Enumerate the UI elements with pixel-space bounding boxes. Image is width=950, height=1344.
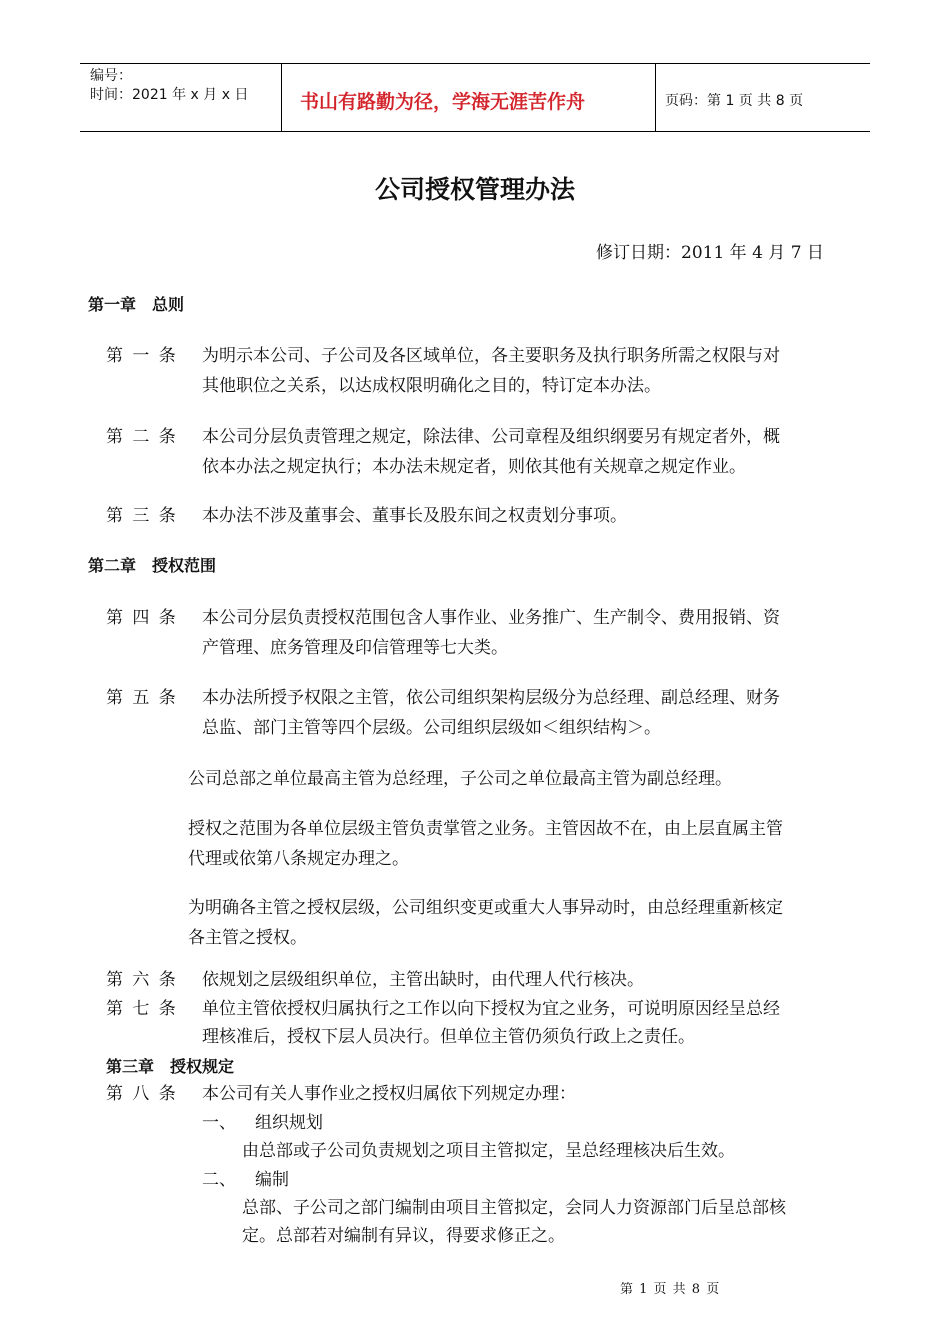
header-top-rule (80, 63, 870, 64)
page-footer: 第 1 页 共 8 页 (620, 1282, 721, 1297)
header-divider (655, 64, 656, 131)
header-bottom-rule (80, 131, 870, 132)
item-title: 组织规划 (255, 1113, 323, 1133)
header-page-info: 页码：第 1 页 共 8 页 (665, 93, 804, 109)
paragraph: 各主管之授权。 (188, 928, 307, 948)
article-label: 第 三 条 (106, 506, 178, 526)
article-text: 依本办法之规定执行；本办法未规定者，则依其他有关规章之规定作业。 (202, 457, 746, 477)
article-label: 第 八 条 (106, 1084, 178, 1104)
article-label: 第 四 条 (106, 608, 178, 628)
article-text: 本公司分层负责管理之规定，除法律、公司章程及组织纲要另有规定者外，概 (202, 427, 780, 447)
article-label: 第 五 条 (106, 688, 178, 708)
item-text: 定。总部若对编制有异议，得要求修正之。 (242, 1226, 565, 1246)
item-number: 一、 (202, 1113, 236, 1133)
article-text: 本办法所授予权限之主管，依公司组织架构层级分为总经理、副总经理、财务 (202, 688, 780, 708)
article-label: 第 六 条 (106, 970, 178, 990)
article-label: 第 一 条 (106, 346, 178, 366)
document-number-label: 编号： (90, 68, 132, 84)
document-time-label: 时间：2021 年 x 月 x 日 (90, 87, 249, 103)
paragraph: 代理或依第八条规定办理之。 (188, 849, 409, 869)
paragraph: 为明确各主管之授权层级，公司组织变更或重大人事异动时，由总经理重新核定 (188, 898, 783, 918)
chapter-heading: 第三章 授权规定 (106, 1057, 235, 1076)
article-text: 单位主管依授权归属执行之工作以向下授权为宜之业务，可说明原因经呈总经 (202, 999, 780, 1019)
article-label: 第 七 条 (106, 999, 178, 1019)
article-text: 为明示本公司、子公司及各区域单位，各主要职务及执行职务所需之权限与对 (202, 346, 780, 366)
article-text: 其他职位之关系，以达成权限明确化之目的，特订定本办法。 (202, 376, 661, 396)
chapter-heading: 第二章 授权范围 (88, 556, 217, 575)
document-title: 公司授权管理办法 (374, 175, 575, 204)
paragraph: 公司总部之单位最高主管为总经理，子公司之单位最高主管为副总经理。 (188, 769, 732, 789)
item-text: 由总部或子公司负责规划之项目主管拟定，呈总经理核决后生效。 (242, 1141, 735, 1161)
header-motto: 书山有路勤为径，学海无涯苦作舟 (300, 91, 586, 113)
article-text: 产管理、庶务管理及印信管理等七大类。 (202, 638, 508, 658)
article-text: 总监、部门主管等四个层级。公司组织层级如＜组织结构＞。 (202, 718, 661, 738)
article-text: 理核准后，授权下层人员决行。但单位主管仍须负行政上之责任。 (202, 1027, 695, 1047)
paragraph: 授权之范围为各单位层级主管负责掌管之业务。主管因故不在，由上层直属主管 (188, 819, 783, 839)
revision-date: 修订日期：2011 年 4 月 7 日 (596, 243, 824, 263)
article-text: 本办法不涉及董事会、董事长及股东间之权责划分事项。 (202, 506, 627, 526)
article-text: 本公司分层负责授权范围包含人事作业、业务推广、生产制令、费用报销、资 (202, 608, 780, 628)
article-text: 本公司有关人事作业之授权归属依下列规定办理： (202, 1084, 576, 1104)
chapter-heading: 第一章 总则 (88, 295, 185, 314)
item-number: 二、 (202, 1170, 236, 1190)
article-label: 第 二 条 (106, 427, 178, 447)
item-text: 总部、子公司之部门编制由项目主管拟定，会同人力资源部门后呈总部核 (242, 1198, 786, 1218)
header-divider (281, 64, 282, 131)
article-text: 依规划之层级组织单位，主管出缺时，由代理人代行核决。 (202, 970, 644, 990)
item-title: 编制 (255, 1170, 289, 1190)
